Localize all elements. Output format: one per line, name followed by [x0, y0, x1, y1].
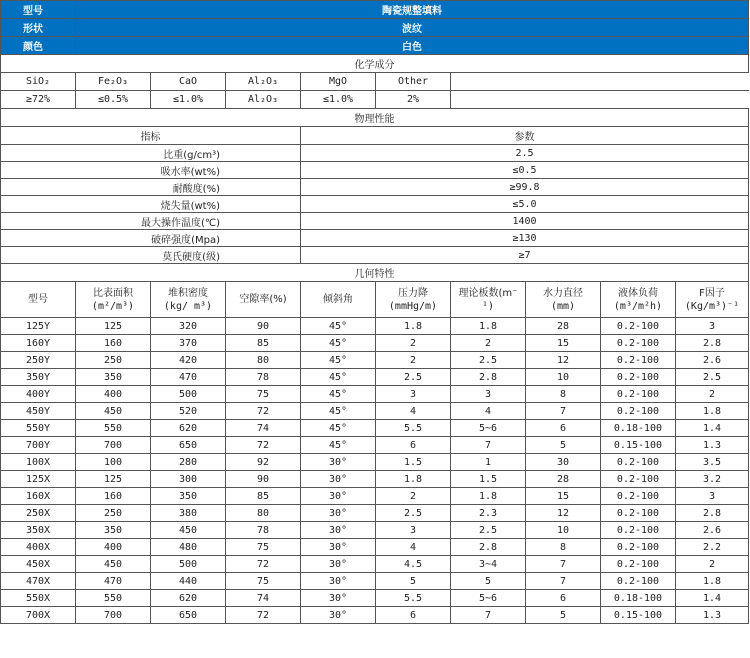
- chemistry-values-row: [1, 91, 749, 109]
- geometry-row: [1, 335, 749, 352]
- geometry-cell: 2: [376, 335, 451, 352]
- header-block: [1, 1, 749, 55]
- geometry-cell: 400Y: [1, 386, 76, 403]
- physical-name: 耐酸度(%): [1, 179, 301, 196]
- geometry-header: [376, 282, 451, 318]
- geometry-header: [151, 282, 226, 318]
- chemistry-name: Al₂O₃: [226, 73, 301, 91]
- geometry-cell: 470X: [1, 573, 76, 590]
- geometry-cell: 125X: [1, 471, 76, 488]
- header-label: 形状: [1, 19, 76, 37]
- geometry-header-line1: 空隙率(%): [239, 294, 287, 305]
- geometry-cell: 45°: [301, 318, 376, 335]
- geometry-cell: 2.3: [451, 505, 526, 522]
- chemistry-value: ≤1.0%: [301, 91, 376, 109]
- geometry-cell: 0.2-100: [601, 335, 676, 352]
- geometry-row: [1, 386, 749, 403]
- geometry-cell: 0.15-100: [601, 607, 676, 624]
- geometry-row: [1, 539, 749, 556]
- geometry-cell: 2.5: [376, 369, 451, 386]
- physical-name: 烧失量(wt%): [1, 196, 301, 213]
- geometry-header-row: [1, 282, 749, 318]
- geometry-cell: 28: [526, 318, 601, 335]
- geometry-cell: 440: [151, 573, 226, 590]
- geometry-cell: 72: [226, 556, 301, 573]
- geometry-cell: 470: [76, 573, 151, 590]
- geometry-cell: 30°: [301, 539, 376, 556]
- physical-value: ≤5.0: [301, 196, 749, 213]
- geometry-cell: 72: [226, 607, 301, 624]
- geometry-cell: 8: [526, 539, 601, 556]
- geometry-cell: 5.5: [376, 420, 451, 437]
- chemistry-names-row: [1, 73, 749, 91]
- geometry-cell: 125: [76, 471, 151, 488]
- geometry-cell: 1.8: [376, 471, 451, 488]
- geometry-cell: 2: [451, 335, 526, 352]
- geometry-cell: 2.6: [676, 522, 749, 539]
- geometry-cell: 250: [76, 505, 151, 522]
- chemistry-name: MgO: [301, 73, 376, 91]
- physical-row: [1, 247, 749, 264]
- geometry-cell: 250: [76, 352, 151, 369]
- geometry-cell: 1.4: [676, 590, 749, 607]
- geometry-cell: 10: [526, 369, 601, 386]
- geometry-cell: 450: [76, 403, 151, 420]
- geometry-cell: 30°: [301, 590, 376, 607]
- geometry-header: [451, 282, 526, 318]
- physical-col-index: 指标: [1, 127, 301, 145]
- geometry-cell: 30°: [301, 505, 376, 522]
- physical-title-row: [1, 109, 749, 127]
- geometry-cell: 7: [451, 437, 526, 454]
- chemistry-block: [1, 55, 749, 109]
- geometry-cell: 2: [376, 352, 451, 369]
- header-value: 陶瓷规整填料: [76, 1, 749, 19]
- geometry-cell: 75: [226, 573, 301, 590]
- geometry-cell: 30°: [301, 488, 376, 505]
- geometry-cell: 3: [451, 386, 526, 403]
- geometry-cell: 45°: [301, 352, 376, 369]
- geometry-cell: 15: [526, 488, 601, 505]
- chemistry-blank: [451, 73, 749, 91]
- geometry-cell: 350Y: [1, 369, 76, 386]
- geometry-row: [1, 488, 749, 505]
- geometry-cell: 0.2-100: [601, 403, 676, 420]
- geometry-cell: 125: [76, 318, 151, 335]
- geometry-cell: 350: [76, 522, 151, 539]
- geometry-cell: 2.5: [376, 505, 451, 522]
- geometry-cell: 45°: [301, 369, 376, 386]
- physical-row: [1, 213, 749, 230]
- physical-header-row: [1, 127, 749, 145]
- geometry-cell: 620: [151, 420, 226, 437]
- chemistry-title-row: [1, 55, 749, 73]
- geometry-cell: 2.5: [676, 369, 749, 386]
- geometry-header-line2: ¹): [481, 300, 495, 312]
- geometry-cell: 45°: [301, 420, 376, 437]
- geometry-cell: 5: [526, 607, 601, 624]
- geometry-cell: 450Y: [1, 403, 76, 420]
- geometry-cell: 5~6: [451, 420, 526, 437]
- geometry-row: [1, 420, 749, 437]
- geometry-row: [1, 369, 749, 386]
- geometry-cell: 380: [151, 505, 226, 522]
- geometry-cell: 0.2-100: [601, 522, 676, 539]
- geometry-header: [676, 282, 749, 318]
- geometry-cell: 0.2-100: [601, 556, 676, 573]
- chemistry-value: ≤0.5%: [76, 91, 151, 109]
- geometry-cell: 160X: [1, 488, 76, 505]
- geometry-cell: 30°: [301, 556, 376, 573]
- geometry-cell: 400: [76, 539, 151, 556]
- geometry-cell: 700: [76, 607, 151, 624]
- physical-row: [1, 145, 749, 162]
- physical-col-param: 参数: [301, 127, 749, 145]
- geometry-cell: 2.8: [451, 369, 526, 386]
- geometry-cell: 0.18-100: [601, 590, 676, 607]
- geometry-cell: 0.2-100: [601, 573, 676, 590]
- geometry-cell: 1.8: [451, 488, 526, 505]
- geometry-header-line2: (m³/m²h): [613, 300, 663, 312]
- geometry-cell: 3.2: [676, 471, 749, 488]
- geometry-cell: 75: [226, 386, 301, 403]
- geometry-cell: 125Y: [1, 318, 76, 335]
- geometry-header: [1, 282, 76, 318]
- geometry-cell: 28: [526, 471, 601, 488]
- geometry-cell: 6: [376, 437, 451, 454]
- geometry-cell: 700Y: [1, 437, 76, 454]
- geometry-cell: 0.2-100: [601, 386, 676, 403]
- geometry-cell: 350: [76, 369, 151, 386]
- geometry-cell: 450X: [1, 556, 76, 573]
- geometry-cell: 3~4: [451, 556, 526, 573]
- geometry-cell: 1.8: [676, 403, 749, 420]
- geometry-cell: 74: [226, 590, 301, 607]
- geometry-cell: 2: [376, 488, 451, 505]
- geometry-row: [1, 505, 749, 522]
- geometry-cell: 45°: [301, 335, 376, 352]
- geometry-cell: 300: [151, 471, 226, 488]
- geometry-cell: 90: [226, 318, 301, 335]
- physical-value: ≥99.8: [301, 179, 749, 196]
- geometry-cell: 2.5: [451, 352, 526, 369]
- geometry-row: [1, 556, 749, 573]
- geometry-cell: 5~6: [451, 590, 526, 607]
- geometry-cell: 370: [151, 335, 226, 352]
- geometry-row: [1, 454, 749, 471]
- chemistry-value: ≥72%: [1, 91, 76, 109]
- geometry-header: [301, 282, 376, 318]
- geometry-cell: 80: [226, 352, 301, 369]
- geometry-cell: 45°: [301, 386, 376, 403]
- geometry-row: [1, 522, 749, 539]
- geometry-cell: 0.2-100: [601, 352, 676, 369]
- geometry-cell: 2.2: [676, 539, 749, 556]
- geometry-cell: 450: [151, 522, 226, 539]
- geometry-cell: 550Y: [1, 420, 76, 437]
- geometry-header-line1: 型号: [28, 294, 48, 305]
- geometry-cell: 400X: [1, 539, 76, 556]
- geometry-cell: 6: [376, 607, 451, 624]
- header-value: 白色: [76, 37, 749, 55]
- geometry-cell: 5: [526, 437, 601, 454]
- geometry-cell: 0.2-100: [601, 488, 676, 505]
- geometry-cell: 500: [151, 556, 226, 573]
- geometry-cell: 6: [526, 420, 601, 437]
- geometry-row: [1, 607, 749, 624]
- geometry-cell: 3: [676, 488, 749, 505]
- geometry-header: [226, 282, 301, 318]
- geometry-cell: 2.8: [676, 505, 749, 522]
- header-value: 波纹: [76, 19, 749, 37]
- geometry-cell: 1.4: [676, 420, 749, 437]
- physical-value: 2.5: [301, 145, 749, 162]
- geometry-cell: 5: [376, 573, 451, 590]
- physical-name: 破碎强度(Mpa): [1, 230, 301, 247]
- geometry-cell: 450: [76, 556, 151, 573]
- physical-row: [1, 230, 749, 247]
- chemistry-name: Other: [376, 73, 451, 91]
- geometry-cell: 1.8: [451, 318, 526, 335]
- physical-block: [1, 109, 749, 264]
- geometry-cell: 160: [76, 335, 151, 352]
- geometry-cell: 3: [376, 522, 451, 539]
- geometry-header: [526, 282, 601, 318]
- header-label: 型号: [1, 1, 76, 19]
- geometry-block: [1, 264, 749, 624]
- geometry-header-line1: 倾斜角: [323, 294, 353, 305]
- geometry-cell: 350: [151, 488, 226, 505]
- geometry-cell: 480: [151, 539, 226, 556]
- physical-row: [1, 196, 749, 213]
- header-row: [1, 19, 749, 37]
- geometry-header-line1: 堆积密度: [168, 287, 208, 299]
- chemistry-name: CaO: [151, 73, 226, 91]
- geometry-cell: 30°: [301, 454, 376, 471]
- geometry-cell: 6: [526, 590, 601, 607]
- geometry-cell: 100: [76, 454, 151, 471]
- geometry-cell: 30°: [301, 471, 376, 488]
- geometry-cell: 45°: [301, 403, 376, 420]
- geometry-cell: 2.8: [451, 539, 526, 556]
- chemistry-blank: [451, 91, 749, 109]
- geometry-cell: 2.6: [676, 352, 749, 369]
- physical-value: ≤0.5: [301, 162, 749, 179]
- geometry-cell: 12: [526, 352, 601, 369]
- geometry-cell: 8: [526, 386, 601, 403]
- geometry-cell: 80: [226, 505, 301, 522]
- geometry-cell: 550: [76, 420, 151, 437]
- geometry-cell: 500: [151, 386, 226, 403]
- geometry-cell: 520: [151, 403, 226, 420]
- geometry-cell: 620: [151, 590, 226, 607]
- geometry-cell: 30°: [301, 573, 376, 590]
- chemistry-name: Fe₂O₃: [76, 73, 151, 91]
- geometry-cell: 3: [376, 386, 451, 403]
- geometry-cell: 30°: [301, 522, 376, 539]
- geometry-cell: 420: [151, 352, 226, 369]
- geometry-cell: 4.5: [376, 556, 451, 573]
- chemistry-value: ≤1.0%: [151, 91, 226, 109]
- geometry-cell: 2: [676, 386, 749, 403]
- header-label: 颜色: [1, 37, 76, 55]
- geometry-cell: 0.2-100: [601, 318, 676, 335]
- geometry-cell: 7: [451, 607, 526, 624]
- geometry-row: [1, 590, 749, 607]
- geometry-cell: 350X: [1, 522, 76, 539]
- geometry-cell: 30°: [301, 607, 376, 624]
- geometry-cell: 700X: [1, 607, 76, 624]
- geometry-cell: 0.18-100: [601, 420, 676, 437]
- geometry-cell: 5: [451, 573, 526, 590]
- geometry-header-line1: 水力直径: [543, 287, 583, 299]
- geometry-cell: 400: [76, 386, 151, 403]
- geometry-row: [1, 352, 749, 369]
- physical-row: [1, 162, 749, 179]
- geometry-cell: 3.5: [676, 454, 749, 471]
- geometry-cell: 280: [151, 454, 226, 471]
- geometry-title: 几何特性: [1, 264, 749, 282]
- geometry-cell: 92: [226, 454, 301, 471]
- geometry-cell: 0.2-100: [601, 471, 676, 488]
- physical-value: ≥7: [301, 247, 749, 264]
- geometry-cell: 700: [76, 437, 151, 454]
- geometry-header-line2: (Kg/m³)⁻¹: [684, 300, 740, 312]
- geometry-header-line2: (mm): [550, 300, 576, 312]
- geometry-cell: 85: [226, 335, 301, 352]
- geometry-header-line2: (kg/ m³): [163, 300, 213, 312]
- geometry-cell: 550X: [1, 590, 76, 607]
- geometry-cell: 100X: [1, 454, 76, 471]
- geometry-cell: 85: [226, 488, 301, 505]
- geometry-cell: 1: [451, 454, 526, 471]
- geometry-cell: 2.8: [676, 335, 749, 352]
- geometry-cell: 74: [226, 420, 301, 437]
- geometry-cell: 10: [526, 522, 601, 539]
- geometry-cell: 78: [226, 369, 301, 386]
- geometry-title-row: [1, 264, 749, 282]
- geometry-header-line2: (mmHg/m): [388, 300, 438, 312]
- geometry-header-line1: 理论板数(m⁻: [458, 287, 518, 299]
- chemistry-name: SiO₂: [1, 73, 76, 91]
- geometry-row: [1, 471, 749, 488]
- geometry-cell: 1.8: [376, 318, 451, 335]
- geometry-cell: 650: [151, 437, 226, 454]
- physical-name: 比重(g/cm³): [1, 145, 301, 162]
- geometry-cell: 3: [676, 318, 749, 335]
- geometry-cell: 4: [376, 539, 451, 556]
- geometry-header: [76, 282, 151, 318]
- geometry-cell: 550: [76, 590, 151, 607]
- geometry-cell: 2.5: [451, 522, 526, 539]
- geometry-cell: 72: [226, 437, 301, 454]
- geometry-cell: 78: [226, 522, 301, 539]
- geometry-header-line1: 比表面积: [93, 287, 133, 299]
- geometry-cell: 1.3: [676, 437, 749, 454]
- geometry-cell: 7: [526, 403, 601, 420]
- geometry-header-line1: 压力降: [398, 287, 428, 299]
- geometry-cell: 0.2-100: [601, 505, 676, 522]
- geometry-cell: 250X: [1, 505, 76, 522]
- physical-value: 1400: [301, 213, 749, 230]
- physical-name: 吸水率(wt%): [1, 162, 301, 179]
- header-row: [1, 1, 749, 19]
- geometry-cell: 72: [226, 403, 301, 420]
- geometry-cell: 90: [226, 471, 301, 488]
- physical-title: 物理性能: [1, 109, 749, 127]
- geometry-cell: 4: [376, 403, 451, 420]
- geometry-cell: 0.2-100: [601, 454, 676, 471]
- geometry-cell: 250Y: [1, 352, 76, 369]
- geometry-cell: 160Y: [1, 335, 76, 352]
- geometry-cell: 75: [226, 539, 301, 556]
- geometry-cell: 160: [76, 488, 151, 505]
- geometry-cell: 1.5: [376, 454, 451, 471]
- chemistry-title: 化学成分: [1, 55, 749, 73]
- geometry-row: [1, 403, 749, 420]
- geometry-cell: 1.3: [676, 607, 749, 624]
- geometry-cell: 1.5: [451, 471, 526, 488]
- geometry-header: [601, 282, 676, 318]
- geometry-cell: 0.2-100: [601, 539, 676, 556]
- chemistry-value: Al₂O₃: [226, 91, 301, 109]
- geometry-header-line1: 液体负荷: [618, 287, 658, 299]
- header-row: [1, 37, 749, 55]
- geometry-cell: 7: [526, 556, 601, 573]
- geometry-cell: 15: [526, 335, 601, 352]
- physical-row: [1, 179, 749, 196]
- geometry-cell: 7: [526, 573, 601, 590]
- physical-name: 最大操作温度(℃): [1, 213, 301, 230]
- geometry-cell: 0.15-100: [601, 437, 676, 454]
- geometry-row: [1, 573, 749, 590]
- geometry-cell: 0.2-100: [601, 369, 676, 386]
- geometry-cell: 12: [526, 505, 601, 522]
- geometry-cell: 4: [451, 403, 526, 420]
- geometry-header-line2: (m²/m³): [91, 300, 135, 312]
- chemistry-value: 2%: [376, 91, 451, 109]
- physical-name: 莫氏硬度(级): [1, 247, 301, 264]
- geometry-cell: 2: [676, 556, 749, 573]
- geometry-cell: 45°: [301, 437, 376, 454]
- physical-value: ≥130: [301, 230, 749, 247]
- geometry-cell: 30: [526, 454, 601, 471]
- geometry-cell: 1.8: [676, 573, 749, 590]
- geometry-cell: 320: [151, 318, 226, 335]
- geometry-cell: 470: [151, 369, 226, 386]
- geometry-row: [1, 437, 749, 454]
- geometry-row: [1, 318, 749, 335]
- geometry-cell: 5.5: [376, 590, 451, 607]
- geometry-header-line1: F因子: [699, 287, 725, 299]
- geometry-cell: 650: [151, 607, 226, 624]
